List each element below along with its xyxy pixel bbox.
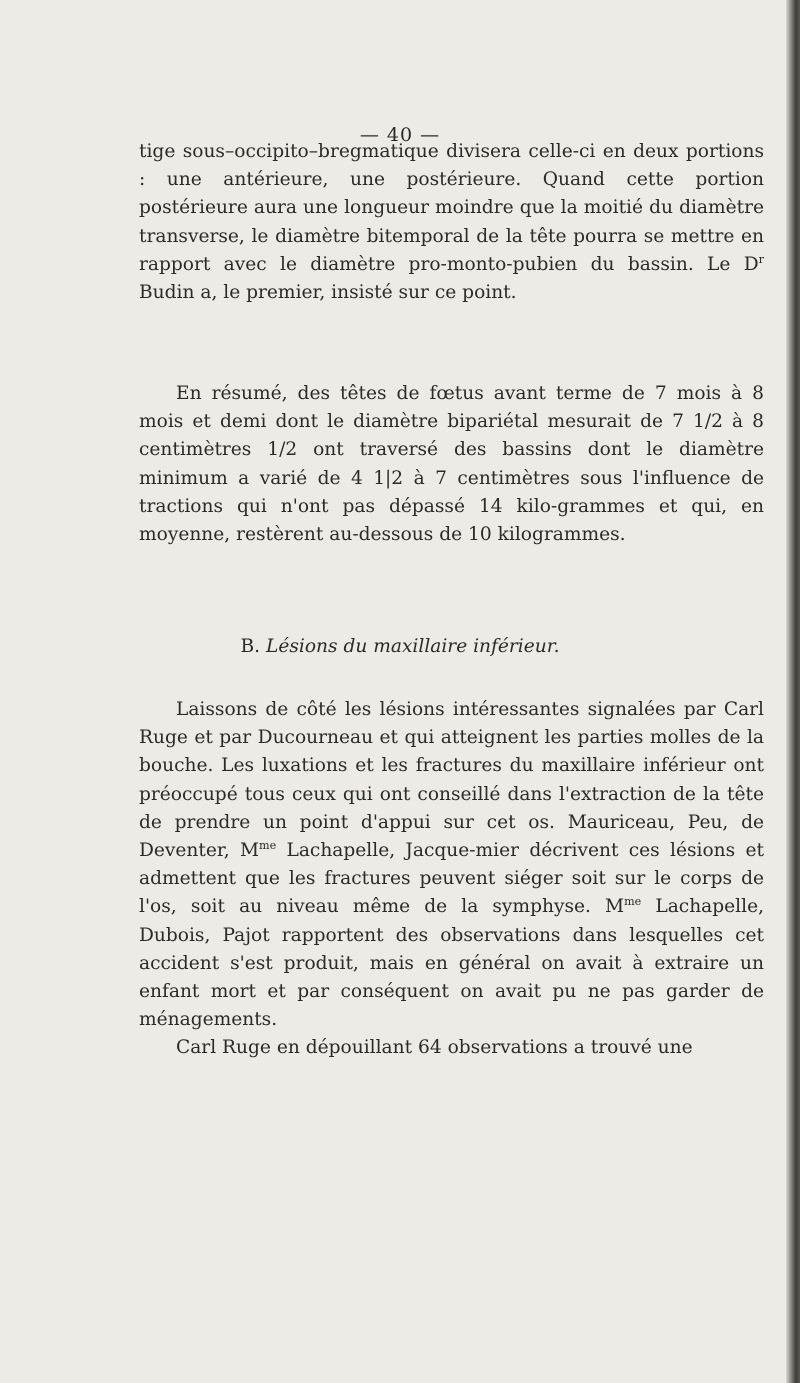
section-title: Lésions du maxillaire inférieur.	[265, 636, 560, 657]
page-edge-shadow	[786, 0, 800, 1383]
section-heading	[0, 636, 800, 657]
paragraph-1-superscript: r	[758, 252, 764, 266]
paragraph-3-text-c: Lachapelle, Dubois, Pajot rapportent des observations dans lesquelles cet accident s'est produit, mais en général on avait à extraire un enfant mort et par conséquent on avait pu ne pas garder de ménagements.	[139, 896, 764, 1031]
paragraph-3-superscript-b: me	[624, 895, 642, 909]
paragraph-2	[139, 380, 764, 549]
paragraph-4-text: Carl Ruge en dépouillant 64 observations a trouvé une	[176, 1037, 693, 1059]
paragraph-3-text-b: Lachapelle, Jacque-mier décrivent ces lésions et admettent que les fractures peuvent siéger soit sur le corps de l'os, soit au niveau même de la symphyse. M	[139, 840, 764, 918]
paragraph-3-superscript-a: me	[258, 838, 277, 852]
paragraph-1	[139, 138, 764, 307]
paragraph-3	[139, 696, 764, 1063]
paragraph-3-text-a: Laissons de côté les lésions intéressantes signalées par Carl Ruge et par Ducourneau et qui atteignent les parties molles de la bouche. Les luxations et les fractures du maxillaire inférieur ont préoccupé tous ceux qui ont conseillé dans l'extraction de la tête de prendre un point d'appui sur cet os. Mauriceau, Peu, de Deventer, M	[139, 699, 764, 862]
section-letter: B.	[240, 636, 261, 657]
page-number: — 40 —	[359, 124, 441, 146]
paragraph-1-end: Budin a, le premier, insisté sur ce point.	[139, 282, 517, 304]
paragraph-2-text: En résumé, des têtes de fœtus avant terme de 7 mois à 8 mois et demi dont le diamètre bipariétal mesurait de 7 1/2 à 8 centimètres 1/2 ont traversé des bassins dont le diamètre minimum a varié de 4 1|2 à 7 centimètres sous l'influence de tractions qui n'ont pas dépassé 14 kilo-grammes et qui, en moyenne, restèrent au-dessous de 10 kilogrammes.	[139, 383, 764, 546]
paragraph-1-text: tige sous–occipito–bregmatique divisera celle-ci en deux portions : une antérieure, une postérieure. Quand cette portion postérieure aura une longueur moindre que la moitié du diamètre transverse, le diamètre bitemporal de la tête pourra se mettre en rapport avec le diamètre pro-monto-pubien du bassin. Le D	[139, 141, 764, 275]
